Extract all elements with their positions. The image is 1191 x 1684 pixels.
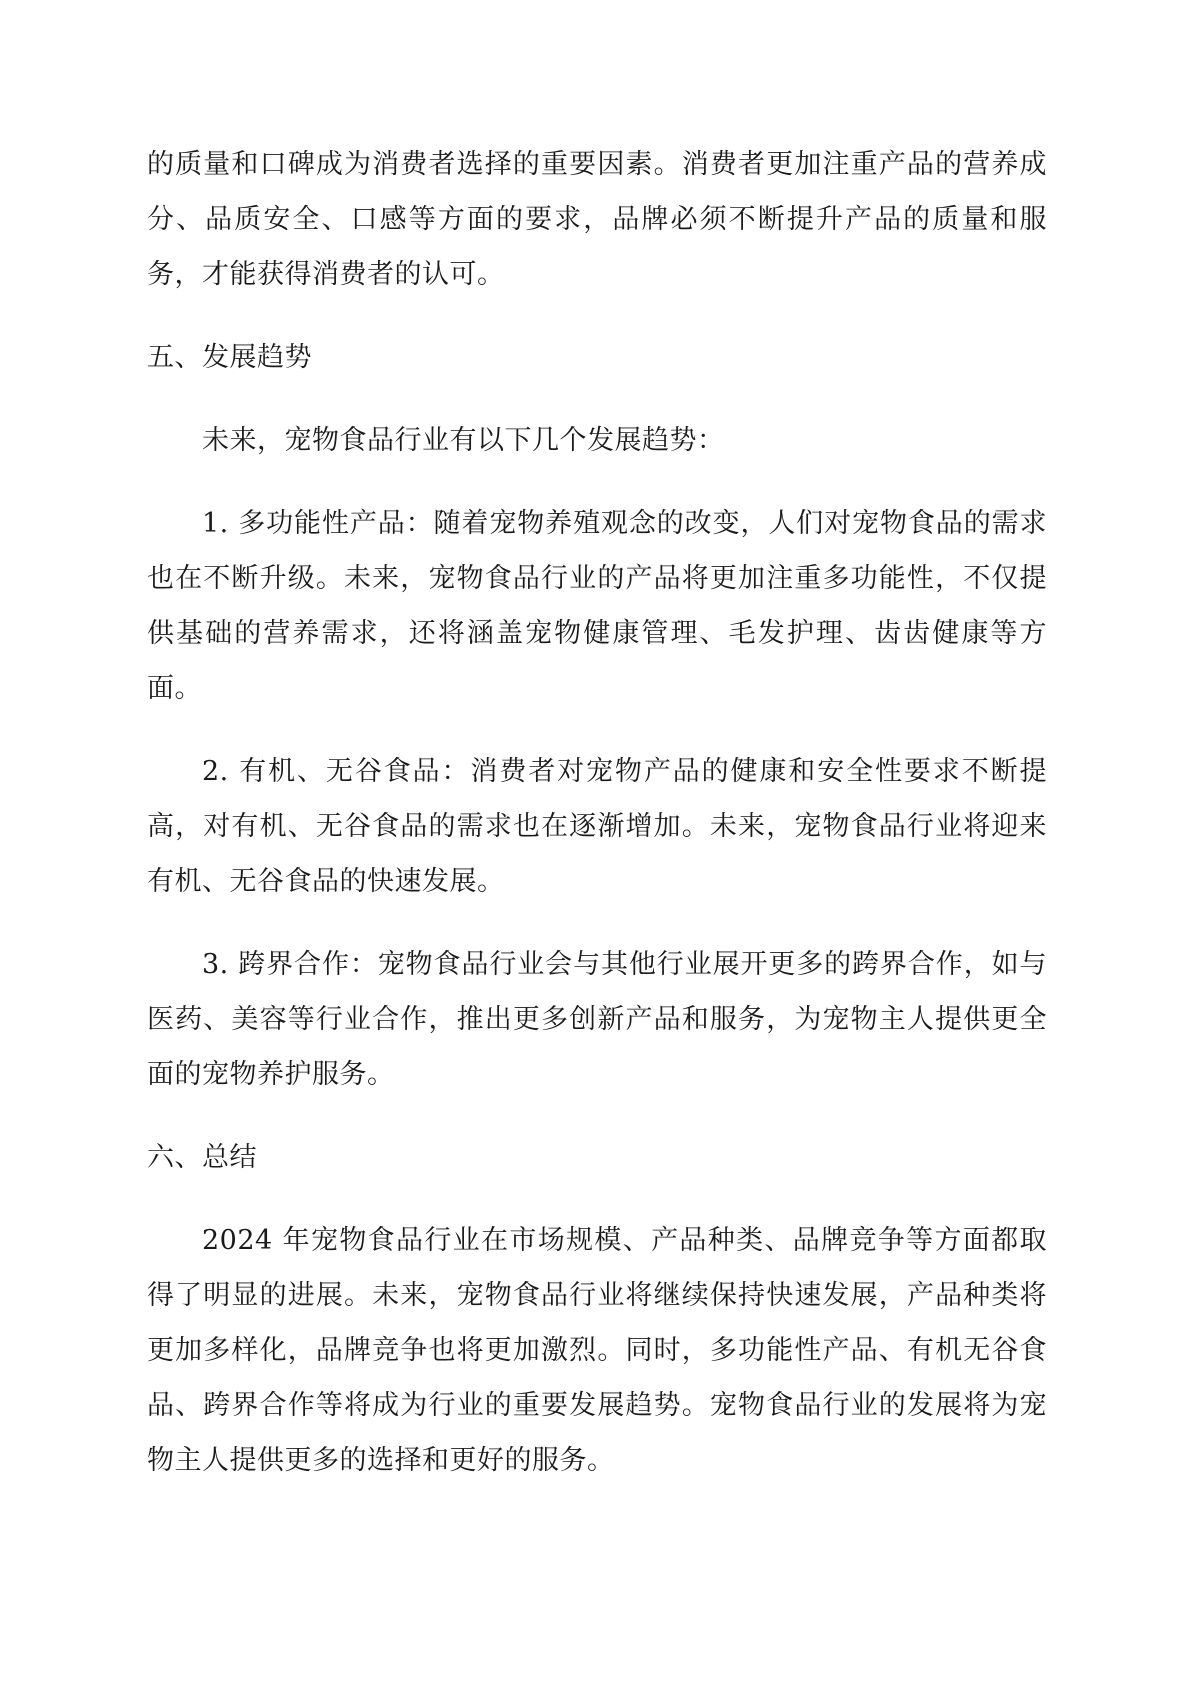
paragraph-summary: 2024 年宠物食品行业在市场规模、产品种类、品牌竞争等方面都取得了明显的进展。未来，宠物食品行业将继续保持快速发展，产品种类将更加多样化，品牌竞争也将更加激烈。同时，多功能性产品、有机无谷食品、跨界合作等将成为行业的重要发展趋势。宠物食品行业的发展将为宠物主人提供更多的选择和更好的服务。 <box>147 1225 1047 1476</box>
paragraph-trend-3: 3. 跨界合作：宠物食品行业会与其他行业展开更多的跨界合作，如与医药、美容等行业合作，推出更多创新产品和服务，为宠物主人提供更全面的宠物养护服务。 <box>147 949 1047 1090</box>
section-heading-trends: 五、发展趋势 <box>147 342 312 373</box>
paragraph-trend-1: 1. 多功能性产品：随着宠物养殖观念的改变，人们对宠物食品的需求也在不断升级。未来，宠物食品行业的产品将更加注重多功能性，不仅提供基础的营养需求，还将涵盖宠物健康管理、毛发护理、齿齿健康等方面。 <box>147 508 1047 704</box>
paragraph-trend-2: 2. 有机、无谷食品：消费者对宠物产品的健康和安全性要求不断提高，对有机、无谷食品的需求也在逐渐增加。未来，宠物食品行业将迎来有机、无谷食品的快速发展。 <box>147 756 1047 897</box>
section-heading-summary: 六、总结 <box>147 1142 257 1173</box>
document-body <box>147 137 1047 1516</box>
paragraph-brand-quality: 的质量和口碑成为消费者选择的重要因素。消费者更加注重产品的营养成分、品质安全、口感等方面的要求，品牌必须不断提升产品的质量和服务，才能获得消费者的认可。 <box>147 149 1047 290</box>
paragraph-trends-intro: 未来，宠物食品行业有以下几个发展趋势： <box>202 425 725 456</box>
